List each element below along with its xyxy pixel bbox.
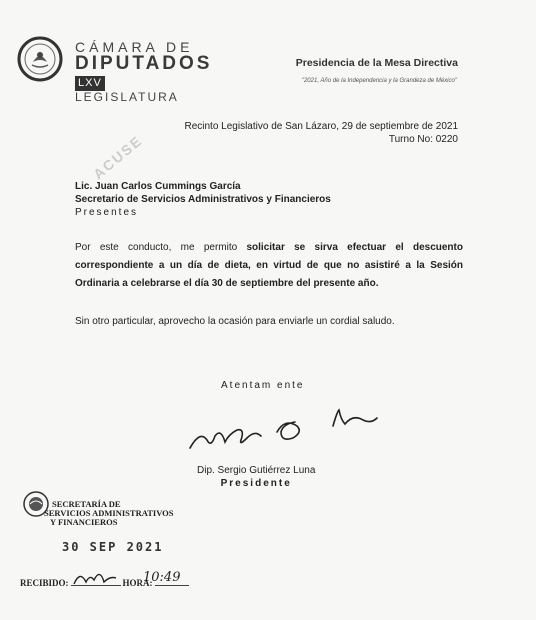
body-paragraph (75, 239, 463, 293)
time-label: HORA: (122, 578, 153, 588)
chamber-name (75, 39, 213, 104)
motto: "2021, Año de la Independencia y la Grandeza de México" (301, 78, 457, 84)
addressee-greeting: Presentes (75, 207, 139, 218)
received-label: RECIBIDO: (20, 578, 69, 588)
received-time: 10:49 (143, 570, 181, 585)
sign-off: Atentam ente (221, 380, 305, 391)
signer-name: Dip. Sergio Gutiérrez Luna (197, 465, 316, 476)
office-title: Presidencia de la Mesa Directiva (295, 57, 458, 69)
acuse-watermark: ACUSE (90, 132, 146, 183)
signer-role: Presidente (220, 478, 292, 489)
secretariat-line3: Y FINANCIEROS (50, 517, 118, 527)
secretariat-line1: SECRETARÍA DE (52, 499, 121, 509)
legislature-prefix: LXV (75, 76, 105, 91)
secretariat-stamp-text (44, 499, 174, 527)
chamber-line2: DIPUTADOS (75, 53, 213, 74)
body-text-plain: Por este conducto, me permito (75, 242, 247, 253)
place-date-block (184, 120, 458, 146)
handwritten-signature (185, 400, 385, 460)
legislature-suffix: LEGISLATURA (75, 90, 179, 104)
addressee-name: Lic. Juan Carlos Cummings García (75, 181, 241, 192)
receipt-date: 30 SEP 2021 (62, 540, 164, 554)
chamber-line1: CÁMARA DE (75, 39, 194, 55)
legislature (75, 76, 195, 104)
turn-number: Turno No: 0220 (388, 134, 458, 145)
signer-block (197, 464, 315, 490)
chamber-logo-icon (17, 36, 63, 82)
closing-line: Sin otro particular, aprovecho la ocasión para enviarle un cordial saludo. (75, 316, 395, 327)
body-text-bold: solicitar se sirva efectuar el descuento correspondiente a un día de dieta, en virtud de que no asistiré a la Sesión Ordinaria a celebrarse el día 30 de septiembre del presente año. (75, 242, 463, 289)
place-date: Recinto Legislativo de San Lázaro, 29 de septiembre de 2021 (184, 121, 458, 132)
received-initials (72, 566, 118, 588)
addressee-block (75, 180, 331, 219)
addressee-title: Secretario de Servicios Administrativos y Financieros (75, 194, 331, 205)
secretariat-line2: SERVICIOS ADMINISTRATIVOS (44, 508, 174, 518)
